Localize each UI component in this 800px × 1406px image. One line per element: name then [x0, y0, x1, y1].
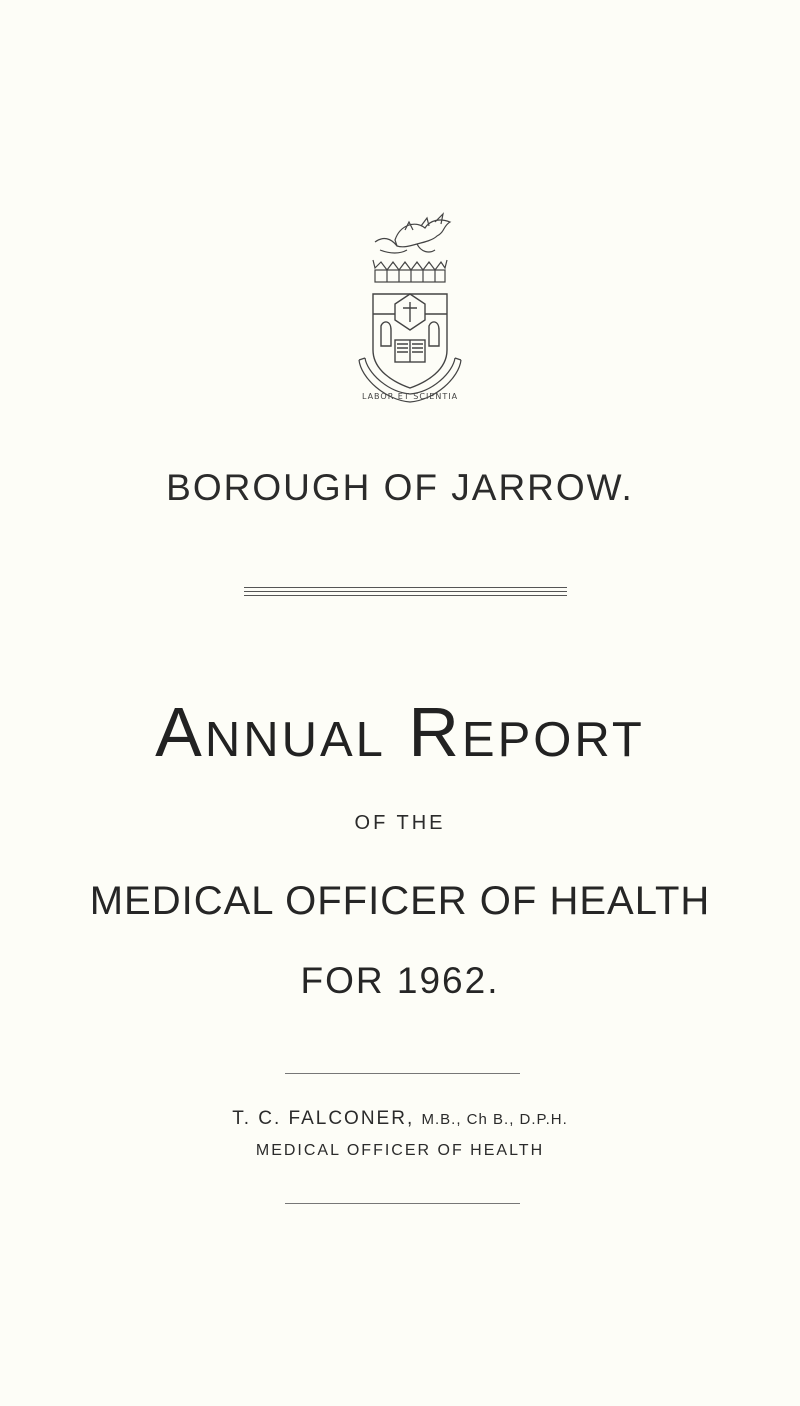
- of-the-label: OF THE: [354, 812, 446, 834]
- report-year: FOR 1962.: [300, 960, 500, 1001]
- author-line: [0, 1108, 800, 1130]
- divider-bottom: [285, 1203, 520, 1204]
- author-name: T. C. FALCONER,: [232, 1108, 415, 1129]
- svg-text:LABOR ET SCIENTIA: LABOR ET SCIENTIA: [361, 392, 459, 401]
- divider-top: [285, 1073, 520, 1074]
- report-title: Annual Report: [155, 693, 645, 771]
- report-subject: MEDICAL OFFICER OF HEALTH: [89, 879, 711, 923]
- coat-of-arms-icon: [355, 210, 465, 410]
- borough-heading: BOROUGH OF JARROW.: [166, 467, 634, 508]
- double-rule-divider: [244, 587, 567, 597]
- author-role: MEDICAL OFFICER OF HEALTH: [255, 1142, 545, 1159]
- author-qualifications: M.B., Ch B., D.P.H.: [421, 1111, 568, 1128]
